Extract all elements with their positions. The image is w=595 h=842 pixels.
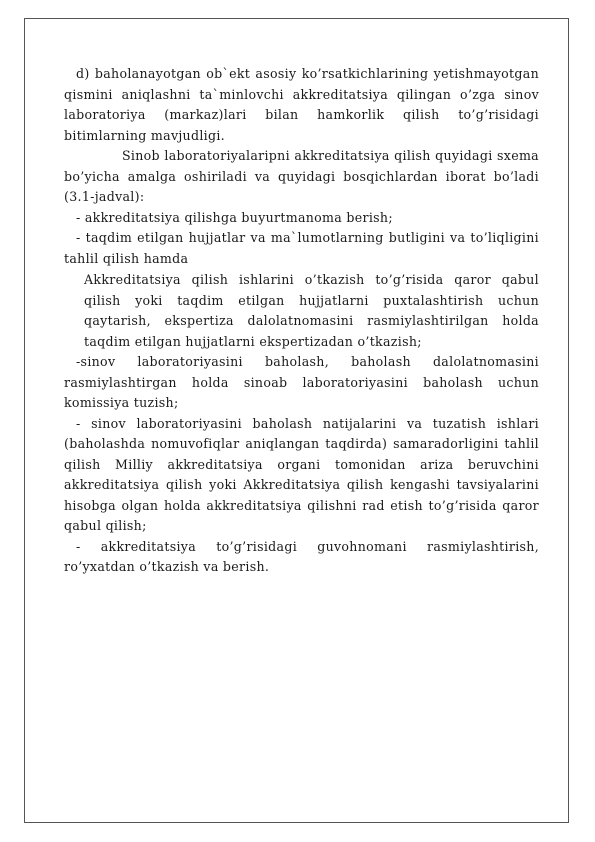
list-item-accreditation-decision: Akkreditatsiya qilish ishlarini o’tkazish to’g’risida qaror qabul qilish yoki taqdim etilgan hujjatlarni puxtalashtirish uchun qaytarish, ekspertiza dalolatnomasini rasmiylashtirilgan holda taqdim etilgan hujjatlarni ekspertizadan o’tkazish; [84, 272, 539, 349]
paragraph-scheme-intro: Sinob laboratoriyalaripni akkreditatsiya qilish quyidagi sxema bo’yicha amalga oshiriladi va quyidagi bosqichlardan iborat bo’ladi (3.1-jadval): [64, 148, 539, 204]
list-item-lab-assessment: -sinov laboratoriyasini baholash, baholash dalolatnomasini rasmiylashtirgan holda sinoab laboratoriyasini baholash uchun komissiya tuzish; [64, 354, 539, 410]
list-item-document-analysis: - taqdim etilgan hujjatlar va ma`lumotlarning butligini va to’liqligini tahlil qilish hamda [64, 230, 539, 266]
list-item-results-analysis: - sinov laboratoriyasini baholash natijalarini va tuzatish ishlari (baholashda nomuvofiqlar aniqlangan taqdirda) samaradorligini tahlil qilish Milliy akkreditatsiya organi tomonidan ariza beruvchini akkreditatsiya qilish yoki Akkreditatsiya qilish kengashi tavsiyalarini hisobga olgan holda akkreditatsiya qilishni rad etish to’g’risida qaror qabul qilish; [64, 415, 539, 533]
paragraph-d: d) baholanayotgan ob`ekt asosiy ko’rsatkichlarining yetishmayotgan qismini aniqlashni ta`minlovchi akkreditatsiya qilingan o’zga sinov laboratoriya (markaz)lari bilan hamkorlik qilish to’g’risidagi bitimlarning mavjudligi. [64, 66, 539, 143]
list-item-certificate-issuance: - akkreditatsiya to’g’risidagi guvohnomani rasmiylashtirish, ro’yxatdan o’tkazish va berish. [64, 538, 539, 574]
list-item-application: - akkreditatsiya qilishga buyurtmanoma berish; [76, 209, 393, 225]
document-body [64, 64, 539, 578]
page-frame [24, 18, 569, 823]
